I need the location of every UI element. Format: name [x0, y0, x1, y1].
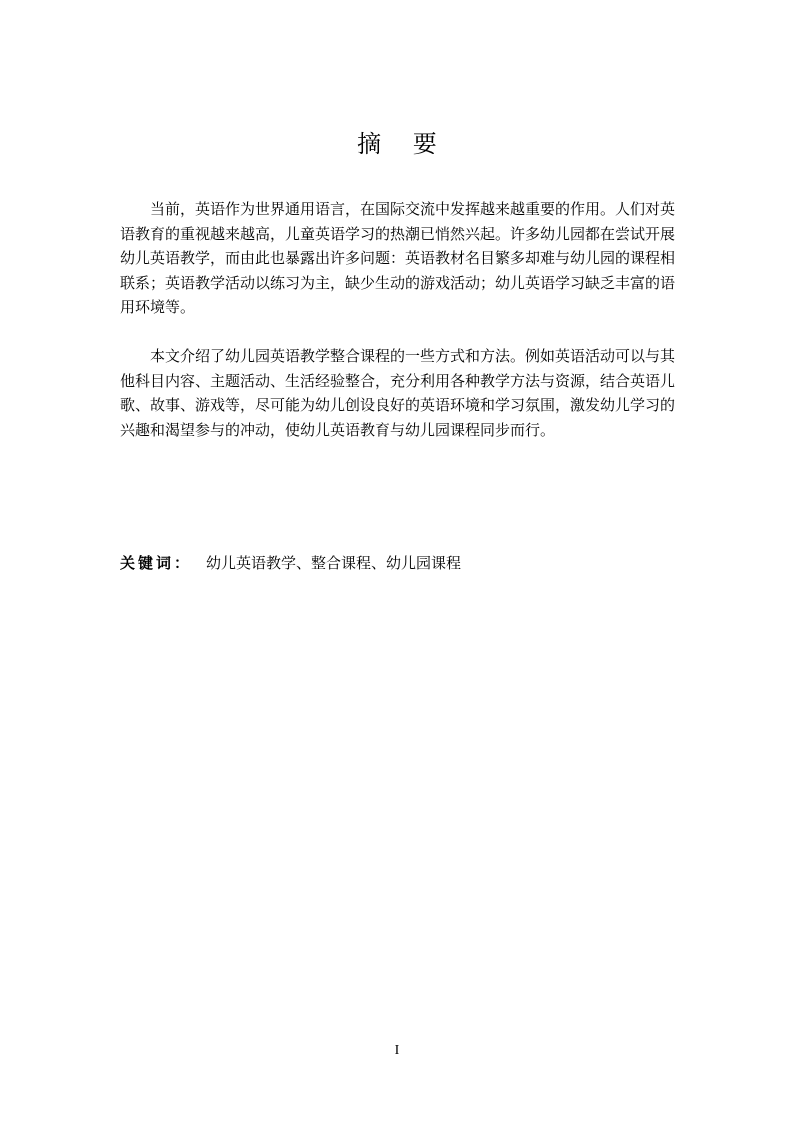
abstract-paragraph-1: 当前，英语作为世界通用语言，在国际交流中发挥越来越重要的作用。人们对英语教育的重视越来越高，儿童英语学习的热潮已悄然兴起。许多幼儿园都在尝试开展幼儿英语教学，而由此也暴露出许多问题：英语教材名目繁多却难与幼儿园的课程相联系；英语教学活动以练习为主，缺少生动的游戏活动；幼儿英语学习缺乏丰富的语用环境等。: [120, 200, 676, 316]
abstract-paragraph-2: 本文介绍了幼儿园英语教学整合课程的一些方式和方法。例如英语活动可以与其他科目内容、主题活动、生活经验整合，充分利用各种教学方法与资源，结合英语儿歌、故事、游戏等，尽可能为幼儿创设良好的英语环境和学习氛围，激发幼儿学习的兴趣和渴望参与的冲动，使幼儿英语教育与幼儿园课程同步而行。: [120, 347, 676, 439]
keywords-row: [120, 551, 461, 575]
abstract-title: 摘 要: [357, 130, 449, 158]
keywords-label: 关键词：: [120, 554, 193, 572]
keywords-text: 幼儿英语教学、整合课程、幼儿园课程: [206, 554, 462, 572]
page-number: I: [394, 1043, 400, 1058]
